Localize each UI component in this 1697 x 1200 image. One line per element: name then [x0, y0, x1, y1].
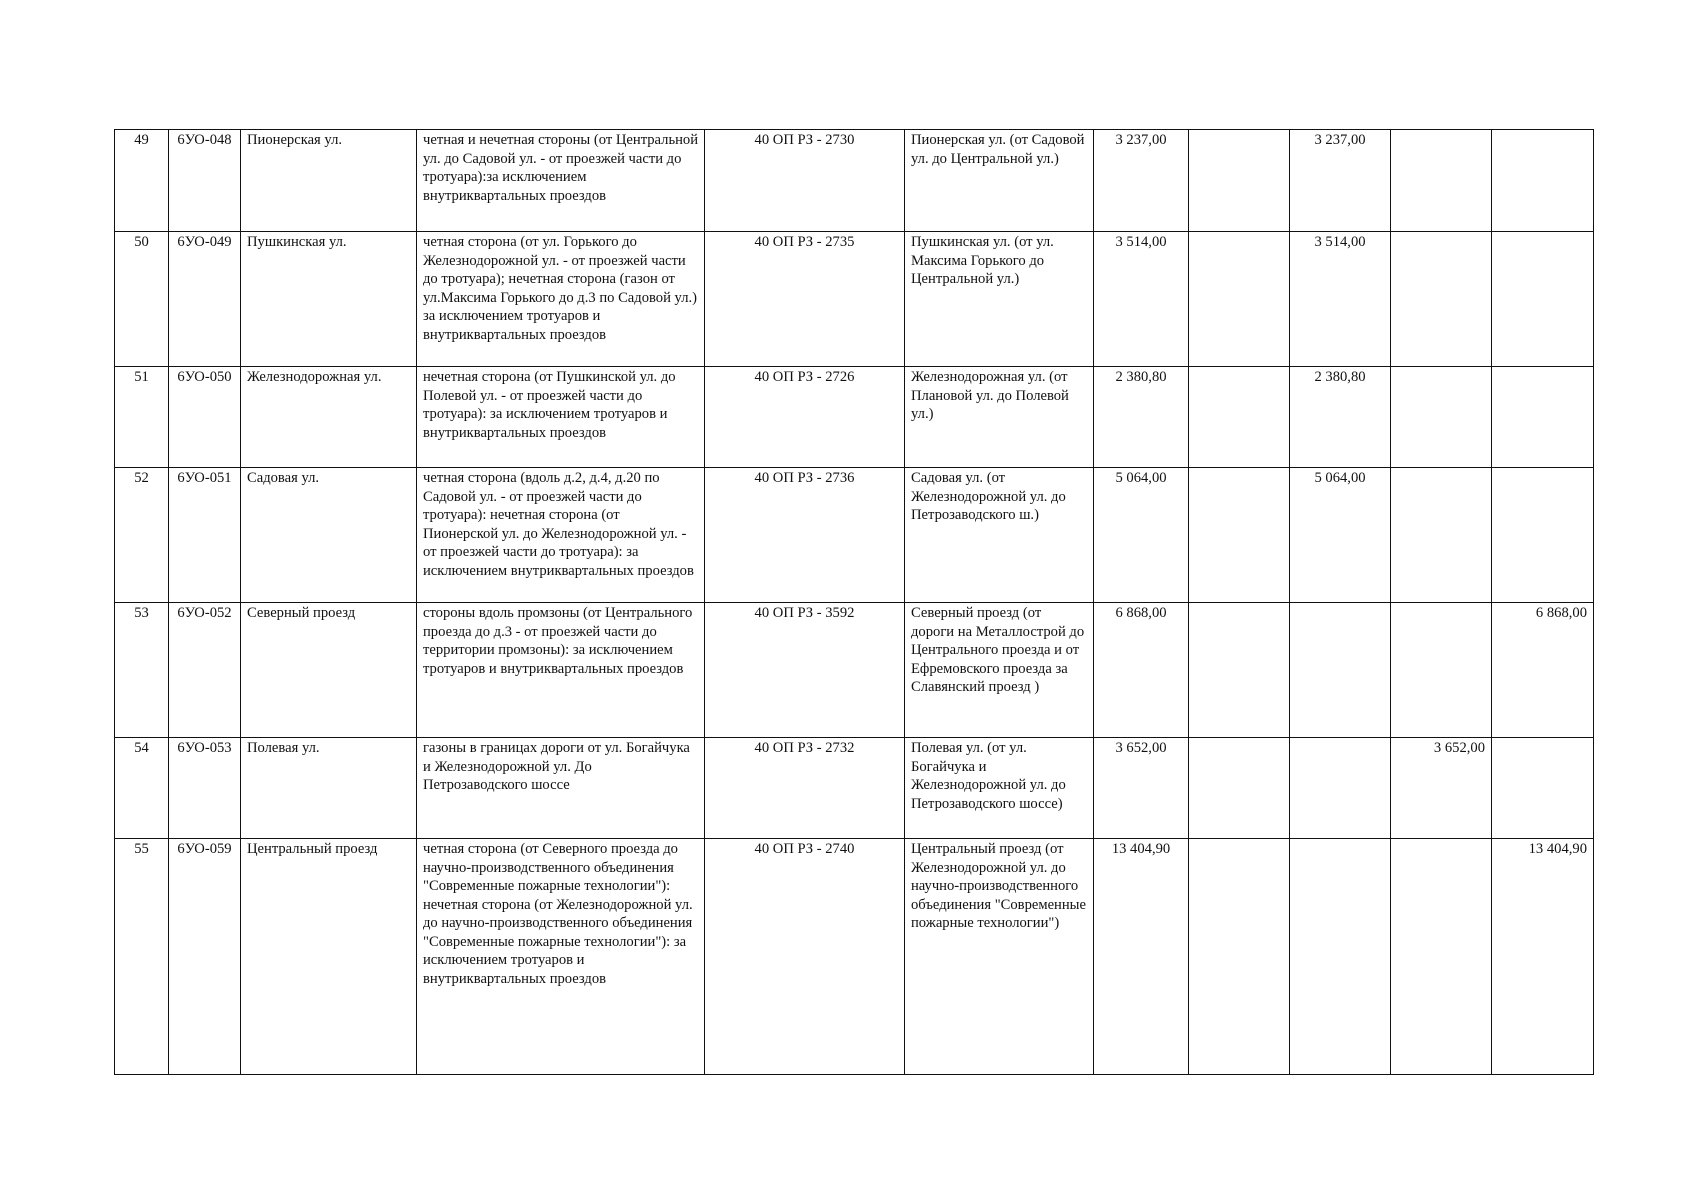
row-number: 51 — [115, 367, 169, 468]
row-number: 54 — [115, 738, 169, 839]
row-number: 53 — [115, 603, 169, 738]
total-area: 6 868,00 — [1094, 603, 1189, 738]
area-column-1 — [1189, 839, 1290, 1075]
area-column-3 — [1391, 232, 1492, 367]
road-reference: 40 ОП РЗ - 2735 — [705, 232, 905, 367]
road-segment: Полевая ул. (от ул. Богайчука и Железнодорожной ул. до Петрозаводского шоссе) — [905, 738, 1094, 839]
street-name: Пионерская ул. — [241, 130, 417, 232]
area-column-2: 2 380,80 — [1290, 367, 1391, 468]
table-row — [115, 367, 1594, 468]
total-area: 3 514,00 — [1094, 232, 1189, 367]
total-area: 3 652,00 — [1094, 738, 1189, 839]
object-code: 6УО-048 — [169, 130, 241, 232]
object-code: 6УО-049 — [169, 232, 241, 367]
area-column-4: 6 868,00 — [1492, 603, 1594, 738]
road-segment: Садовая ул. (от Железнодорожной ул. до Петрозаводского ш.) — [905, 468, 1094, 603]
road-reference: 40 ОП РЗ - 2736 — [705, 468, 905, 603]
area-description: газоны в границах дороги от ул. Богайчука и Железнодорожной ул. До Петрозаводского шоссе — [417, 738, 705, 839]
area-column-4 — [1492, 738, 1594, 839]
road-segment: Северный проезд (от дороги на Металлострой до Центрального проезда и от Ефремовского проезда за Славянский проезд ) — [905, 603, 1094, 738]
total-area: 2 380,80 — [1094, 367, 1189, 468]
road-segment: Пионерская ул. (от Садовой ул. до Центральной ул.) — [905, 130, 1094, 232]
road-reference: 40 ОП РЗ - 2726 — [705, 367, 905, 468]
area-column-1 — [1189, 232, 1290, 367]
road-reference: 40 ОП РЗ - 2732 — [705, 738, 905, 839]
area-column-2 — [1290, 603, 1391, 738]
area-column-4 — [1492, 130, 1594, 232]
table-row — [115, 232, 1594, 367]
area-column-1 — [1189, 130, 1290, 232]
road-segment: Железнодорожная ул. (от Плановой ул. до Полевой ул.) — [905, 367, 1094, 468]
road-registry-table — [114, 129, 1594, 1075]
row-number: 50 — [115, 232, 169, 367]
total-area: 5 064,00 — [1094, 468, 1189, 603]
street-name: Северный проезд — [241, 603, 417, 738]
area-column-3 — [1391, 603, 1492, 738]
street-name: Полевая ул. — [241, 738, 417, 839]
object-code: 6УО-050 — [169, 367, 241, 468]
area-column-3 — [1391, 130, 1492, 232]
area-description: четная сторона (вдоль д.2, д.4, д.20 по Садовой ул. - от проезжей части до тротуара): нечетная сторона (от Пионерской ул. до Железнодорожной ул. - от проезжей части до тротуара): за исключением внутриквартальных проездов — [417, 468, 705, 603]
area-column-2: 3 514,00 — [1290, 232, 1391, 367]
table-row — [115, 468, 1594, 603]
area-description: четная сторона (от Северного проезда до научно-производственного объединения "Современные пожарные технологии"): нечетная сторона (от Железнодорожной ул. до научно-производственного объединения "Современные пожарные технологии"): за исключением тротуаров и внутриквартальных проездов — [417, 839, 705, 1075]
total-area: 3 237,00 — [1094, 130, 1189, 232]
area-column-3 — [1391, 468, 1492, 603]
area-column-3 — [1391, 839, 1492, 1075]
area-description: четная сторона (от ул. Горького до Железнодорожной ул. - от проезжей части до тротуара); нечетная сторона (газон от ул.Максима Горького до д.3 по Садовой ул.) за исключением тротуаров и внутриквартальных проездов — [417, 232, 705, 367]
object-code: 6УО-052 — [169, 603, 241, 738]
row-number: 52 — [115, 468, 169, 603]
area-description: стороны вдоль промзоны (от Центрального проезда до д.3 - от проезжей части до территории промзоны): за исключением тротуаров и внутриквартальных проездов — [417, 603, 705, 738]
road-segment: Центральный проезд (от Железнодорожной ул. до научно-производственного объединения "Современные пожарные технологии") — [905, 839, 1094, 1075]
object-code: 6УО-051 — [169, 468, 241, 603]
area-column-1 — [1189, 603, 1290, 738]
area-column-3: 3 652,00 — [1391, 738, 1492, 839]
area-column-1 — [1189, 367, 1290, 468]
table-row — [115, 738, 1594, 839]
road-reference: 40 ОП РЗ - 3592 — [705, 603, 905, 738]
area-column-4: 13 404,90 — [1492, 839, 1594, 1075]
table-row — [115, 130, 1594, 232]
area-column-2 — [1290, 738, 1391, 839]
area-description: четная и нечетная стороны (от Центральной ул. до Садовой ул. - от проезжей части до тротуара):за исключением внутриквартальных проездов — [417, 130, 705, 232]
object-code: 6УО-059 — [169, 839, 241, 1075]
street-name: Железнодорожная ул. — [241, 367, 417, 468]
area-column-2 — [1290, 839, 1391, 1075]
area-column-4 — [1492, 232, 1594, 367]
area-column-4 — [1492, 468, 1594, 603]
area-column-3 — [1391, 367, 1492, 468]
road-reference: 40 ОП РЗ - 2730 — [705, 130, 905, 232]
table-row — [115, 839, 1594, 1075]
table-row — [115, 603, 1594, 738]
street-name: Центральный проезд — [241, 839, 417, 1075]
area-column-2: 5 064,00 — [1290, 468, 1391, 603]
total-area: 13 404,90 — [1094, 839, 1189, 1075]
road-segment: Пушкинская ул. (от ул. Максима Горького до Центральной ул.) — [905, 232, 1094, 367]
area-column-1 — [1189, 738, 1290, 839]
street-name: Садовая ул. — [241, 468, 417, 603]
object-code: 6УО-053 — [169, 738, 241, 839]
row-number: 49 — [115, 130, 169, 232]
area-column-4 — [1492, 367, 1594, 468]
road-reference: 40 ОП РЗ - 2740 — [705, 839, 905, 1075]
area-description: нечетная сторона (от Пушкинской ул. до Полевой ул. - от проезжей части до тротуара): за исключением тротуаров и внутриквартальных проездов — [417, 367, 705, 468]
street-name: Пушкинская ул. — [241, 232, 417, 367]
row-number: 55 — [115, 839, 169, 1075]
area-column-2: 3 237,00 — [1290, 130, 1391, 232]
area-column-1 — [1189, 468, 1290, 603]
